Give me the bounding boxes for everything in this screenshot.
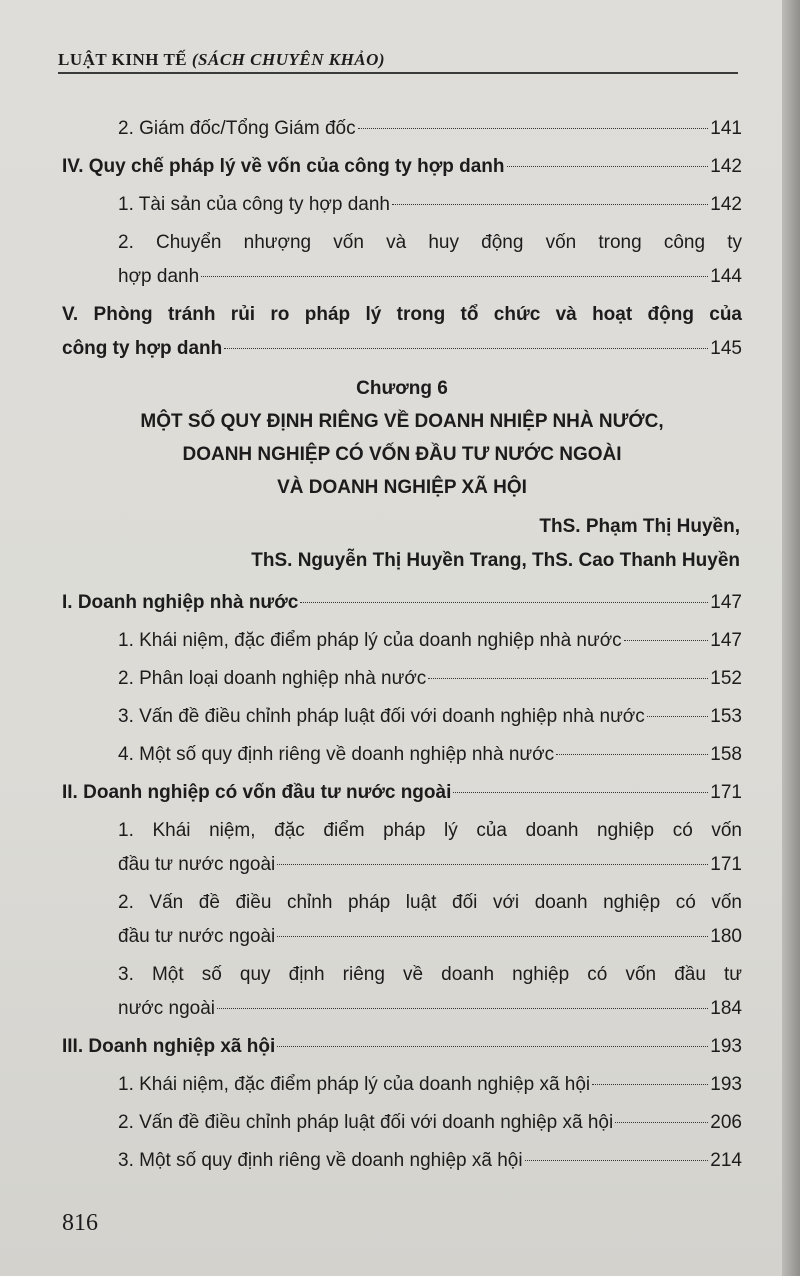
chapter-title-line3: VÀ DOANH NGHIỆP XÃ HỘI [277, 477, 527, 498]
toc-page-number: 152 [710, 668, 742, 689]
toc-entry-title: 1. Tài sản của công ty hợp danh [118, 194, 390, 215]
toc-entry-title: 3. Một số quy định riêng về doanh nghiệp xã hội [118, 1150, 523, 1171]
toc-entry-title: 2. Phân loại doanh nghiệp nhà nước [118, 668, 427, 689]
leader-dots [525, 1160, 709, 1161]
toc-entry-title-line2: nước ngoài [118, 998, 216, 1019]
toc-entry-title-line2: hợp danh [118, 266, 200, 287]
toc-entry [62, 738, 742, 772]
toc-page-number: 193 [710, 1074, 742, 1095]
chapter-title-line1: MỘT SỐ QUY ĐỊNH RIÊNG VỀ DOANH NHIỆP NHÀ NƯỚC, [140, 411, 664, 432]
authors-line2: ThS. Nguyễn Thị Huyền Trang, ThS. Cao Thanh Huyền [251, 550, 740, 571]
leader-dots [201, 276, 708, 277]
toc-entry-title-line2: đầu tư nước ngoài [118, 926, 276, 947]
toc-entry [62, 1106, 742, 1140]
toc-section [62, 776, 742, 810]
leader-dots [453, 792, 708, 793]
toc-page-number: 214 [710, 1150, 742, 1171]
leader-dots [277, 864, 708, 865]
toc-page-number: 171 [710, 782, 742, 803]
toc-page-number: 184 [710, 998, 742, 1019]
toc-entry [62, 958, 742, 1026]
leader-dots [300, 602, 708, 603]
leader-dots [615, 1122, 708, 1123]
toc-entry-title-line1: 2. Vấn đề điều chỉnh pháp luật đối với doanh nghiệp có vốn [118, 892, 742, 913]
toc-entry-title-line1: 2. Chuyển nhượng vốn và huy động vốn trong công ty [118, 232, 742, 253]
leader-dots [277, 936, 708, 937]
toc-entry [62, 112, 742, 146]
leader-dots [556, 754, 708, 755]
toc-section [62, 298, 742, 366]
leader-dots [624, 640, 709, 641]
toc-entry-title: 1. Khái niệm, đặc điểm pháp lý của doanh nghiệp nhà nước [118, 630, 622, 651]
toc-entry [62, 886, 742, 954]
toc-entry-title: 2. Vấn đề điều chỉnh pháp luật đối với doanh nghiệp xã hội [118, 1112, 614, 1133]
toc-entry [62, 700, 742, 734]
toc-section [62, 150, 742, 184]
toc-entry-title-line2: đầu tư nước ngoài [118, 854, 276, 875]
header-rule [58, 72, 738, 74]
leader-dots [217, 1008, 708, 1009]
page-number: 816 [62, 1210, 98, 1236]
leader-dots [277, 1046, 708, 1047]
leader-dots [358, 128, 709, 129]
toc-entry-title-line1: 3. Một số quy định riêng về doanh nghiệp có vốn đầu tư [118, 964, 742, 985]
book-subtitle: (SÁCH CHUYÊN KHẢO) [191, 50, 386, 69]
toc-section-title: I. Doanh nghiệp nhà nước [62, 592, 299, 613]
toc-entry [62, 226, 742, 294]
toc-entry-title: 3. Vấn đề điều chỉnh pháp luật đối với doanh nghiệp nhà nước [118, 706, 645, 727]
toc-page-number: 142 [710, 194, 742, 215]
leader-dots [224, 348, 708, 349]
leader-dots [592, 1084, 708, 1085]
chapter-authors [62, 510, 742, 578]
leader-dots [647, 716, 709, 717]
toc-entry [62, 624, 742, 658]
toc-entry [62, 188, 742, 222]
toc-page-number: 171 [710, 854, 742, 875]
toc-entry-title: 2. Giám đốc/Tổng Giám đốc [118, 118, 356, 139]
toc-section-title-line2: công ty hợp danh [62, 338, 223, 359]
toc-page-number: 158 [710, 744, 742, 765]
toc-page-number: 144 [710, 266, 742, 287]
toc-section-title: IV. Quy chế pháp lý về vốn của công ty hợp danh [62, 156, 505, 177]
toc-page-number: 141 [710, 118, 742, 139]
toc-page-number: 145 [710, 338, 742, 359]
table-of-contents [62, 112, 742, 1182]
book-spine-edge [782, 0, 800, 1276]
toc-section [62, 1030, 742, 1064]
chapter-label: Chương 6 [356, 378, 448, 399]
leader-dots [392, 204, 708, 205]
toc-section-title: II. Doanh nghiệp có vốn đầu tư nước ngoài [62, 782, 452, 803]
leader-dots [428, 678, 708, 679]
running-header [58, 50, 385, 70]
chapter-heading [62, 372, 742, 504]
toc-page-number: 147 [710, 630, 742, 651]
toc-section [62, 586, 742, 620]
toc-entry [62, 1068, 742, 1102]
authors-line1: ThS. Phạm Thị Huyền, [539, 516, 740, 537]
toc-page-number: 206 [710, 1112, 742, 1133]
toc-entry-title: 4. Một số quy định riêng về doanh nghiệp nhà nước [118, 744, 555, 765]
chapter-title-line2: DOANH NGHIỆP CÓ VỐN ĐẦU TƯ NƯỚC NGOÀI [182, 444, 622, 465]
toc-page-number: 193 [710, 1036, 742, 1057]
book-title: LUẬT KINH TẾ [58, 50, 188, 69]
leader-dots [507, 166, 709, 167]
toc-entry [62, 1144, 742, 1178]
toc-page-number: 142 [710, 156, 742, 177]
toc-entry-title: 1. Khái niệm, đặc điểm pháp lý của doanh nghiệp xã hội [118, 1074, 591, 1095]
toc-entry [62, 814, 742, 882]
toc-entry-title-line1: 1. Khái niệm, đặc điểm pháp lý của doanh nghiệp có vốn [118, 820, 742, 841]
toc-page-number: 153 [710, 706, 742, 727]
toc-page-number: 180 [710, 926, 742, 947]
toc-section-title-line1: V. Phòng tránh rủi ro pháp lý trong tổ chức và hoạt động của [62, 304, 742, 325]
toc-section-title: III. Doanh nghiệp xã hội [62, 1036, 276, 1057]
toc-page-number: 147 [710, 592, 742, 613]
toc-entry [62, 662, 742, 696]
